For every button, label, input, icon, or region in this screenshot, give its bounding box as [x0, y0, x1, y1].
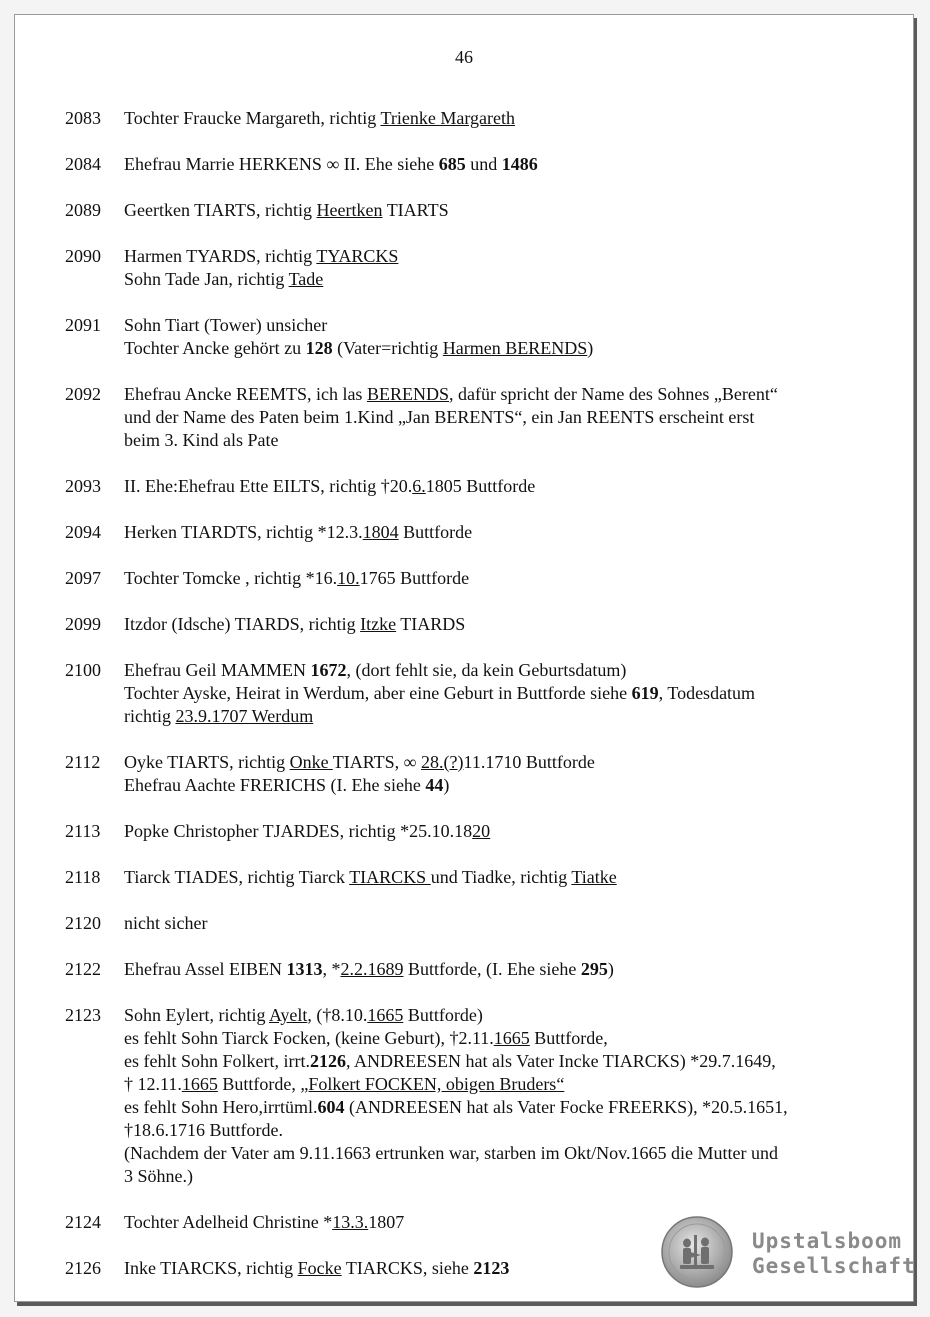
entry-line	[124, 406, 885, 429]
entry-reference: 2126	[309, 1051, 346, 1071]
entry-text	[124, 613, 885, 636]
seal-icon	[660, 1215, 734, 1289]
entry-text	[124, 383, 885, 452]
entry-reference: 604	[317, 1097, 345, 1117]
entry-2084	[65, 153, 885, 176]
entry-segment: Ehefrau Ancke REEMTS, ich las	[124, 384, 367, 404]
entry-correction: 23.9.1707 Werdum	[175, 706, 314, 726]
entry-correction: 6.	[412, 476, 426, 496]
entry-text	[124, 199, 885, 222]
entry-line	[124, 659, 885, 682]
entry-segment: Oyke TIARTS, richtig	[124, 752, 290, 772]
entry-segment: TIARCKS, siehe	[341, 1258, 474, 1278]
entry-reference: 685	[438, 154, 466, 174]
entry-line	[124, 958, 885, 981]
entry-segment: 3 Söhne.)	[124, 1166, 193, 1186]
entry-reference: 44	[425, 775, 444, 795]
entry-line	[124, 1096, 885, 1119]
entry-segment: Sohn Tiart (Tower) unsicher	[124, 315, 328, 335]
entry-number: 2090	[65, 246, 101, 266]
entry-line	[124, 314, 885, 337]
entry-line	[124, 1004, 885, 1027]
entry-segment: Ehefrau Assel EIBEN	[124, 959, 287, 979]
entry-segment: beim 3. Kind als Pate	[124, 430, 279, 450]
entry-reference: 2123	[473, 1258, 510, 1278]
entry-line	[124, 682, 885, 705]
entry-text	[124, 958, 885, 981]
entry-number: 2112	[65, 752, 101, 772]
entry-line	[124, 245, 885, 268]
entry-correction: Tiatke	[571, 867, 617, 887]
entry-segment: 11.1710 Buttforde	[463, 752, 595, 772]
document-page	[14, 14, 914, 1302]
entry-number: 2092	[65, 384, 101, 404]
entry-segment: (Nachdem der Vater am 9.11.1663 ertrunken war, starben im Okt/Nov.1665 die Mutter und	[124, 1143, 778, 1163]
entry-segment: richtig	[124, 706, 176, 726]
entry-segment: und Tiadke, richtig	[430, 867, 572, 887]
entry-number: 2099	[65, 614, 101, 634]
entry-text	[124, 521, 885, 544]
entry-text	[124, 1004, 885, 1188]
entry-reference: 1672	[310, 660, 347, 680]
entry-segment: Tochter Tomcke , richtig *16.	[124, 568, 338, 588]
entry-line	[124, 383, 885, 406]
entry-number: 2097	[65, 568, 101, 588]
entry-line	[124, 337, 885, 360]
entry-segment: , Todesdatum	[658, 683, 756, 703]
entry-correction: Tade	[288, 269, 324, 289]
entry-number: 2100	[65, 660, 101, 680]
entry-reference: 295	[580, 959, 608, 979]
entry-segment: TIARTS	[382, 200, 449, 220]
entry-correction: Focke	[297, 1258, 342, 1278]
entry-2120	[65, 912, 885, 935]
entry-segment: Geertken TIARTS, richtig	[124, 200, 317, 220]
entry-text	[124, 567, 885, 590]
entry-segment: Buttforde)	[403, 1005, 483, 1025]
entry-number: 2093	[65, 476, 101, 496]
entry-segment: , (dort fehlt sie, da kein Geburtsdatum)	[346, 660, 627, 680]
entry-correction: 1665	[493, 1028, 530, 1048]
entry-2091	[65, 314, 885, 360]
entry-line	[124, 912, 885, 935]
entry-text	[124, 107, 885, 130]
entry-segment: Sohn Tade Jan, richtig	[124, 269, 289, 289]
entry-number: 2124	[65, 1212, 101, 1232]
entry-segment: Ehefrau Marrie HERKENS ∞ II. Ehe siehe	[124, 154, 439, 174]
entry-2100	[65, 659, 885, 728]
entry-segment: nicht sicher	[124, 913, 208, 933]
entry-segment: Buttforde,	[217, 1074, 301, 1094]
entry-segment: 1807	[368, 1212, 405, 1232]
entry-correction: TIARCKS	[349, 867, 431, 887]
entry-reference: 1313	[286, 959, 323, 979]
entry-segment: TIARTS, ∞	[332, 752, 422, 772]
entry-2099	[65, 613, 885, 636]
entry-number: 2123	[65, 1005, 101, 1025]
entry-line	[124, 475, 885, 498]
entry-segment: 1765 Buttforde	[359, 568, 470, 588]
logo-line-1: Upstalsboom	[752, 1229, 903, 1253]
entry-2113	[65, 820, 885, 843]
entry-correction: 10.	[337, 568, 360, 588]
entry-text	[124, 751, 885, 797]
entry-segment: , dafür spricht der Name des Sohnes „Berent“	[448, 384, 778, 404]
entry-correction: Itzke	[360, 614, 397, 634]
entry-segment: Buttforde	[398, 522, 473, 542]
entry-line	[124, 705, 885, 728]
entry-segment: Tochter Ayske, Heirat in Werdum, aber eine Geburt in Buttforde siehe	[124, 683, 632, 703]
entry-text	[124, 475, 885, 498]
entry-2118	[65, 866, 885, 889]
entry-number: 2122	[65, 959, 101, 979]
entry-text	[124, 912, 885, 935]
entry-number: 2091	[65, 315, 101, 335]
entry-segment: und	[465, 154, 502, 174]
entry-line	[124, 820, 885, 843]
entry-list	[65, 107, 885, 1303]
entry-2122	[65, 958, 885, 981]
entry-line	[124, 774, 885, 797]
entry-correction: 20	[472, 821, 491, 841]
entry-number: 2094	[65, 522, 101, 542]
entry-number: 2120	[65, 913, 101, 933]
entry-segment: )	[443, 775, 450, 795]
entry-text	[124, 314, 885, 360]
entry-number: 2113	[65, 821, 101, 841]
entry-correction: 2.2.1689	[340, 959, 404, 979]
entry-segment: und der Name des Paten beim 1.Kind „Jan BERENTS“, ein Jan REENTS erscheint erst	[124, 407, 755, 427]
entry-line	[124, 1119, 885, 1142]
entry-2092	[65, 383, 885, 452]
entry-2112	[65, 751, 885, 797]
entry-line	[124, 866, 885, 889]
entry-2093	[65, 475, 885, 498]
entry-segment: es fehlt Sohn Hero,irrtüml.	[124, 1097, 318, 1117]
entry-correction: Harmen BERENDS	[442, 338, 588, 358]
entry-number: 2089	[65, 200, 101, 220]
entry-segment: , *	[322, 959, 341, 979]
entry-segment: † 12.11.	[124, 1074, 182, 1094]
entry-correction: BERENDS	[366, 384, 449, 404]
entry-number: 2083	[65, 108, 101, 128]
entry-segment: )	[587, 338, 594, 358]
entry-line	[124, 153, 885, 176]
entry-text	[124, 153, 885, 176]
entry-segment: Popke Christopher TJARDES, richtig *25.10.18	[124, 821, 473, 841]
entry-line	[124, 567, 885, 590]
entry-line	[124, 1050, 885, 1073]
entry-correction: 13.3.	[332, 1212, 369, 1232]
entry-correction: 1804	[362, 522, 399, 542]
entry-correction: 1665	[367, 1005, 404, 1025]
entry-segment: Ehefrau Geil MAMMEN	[124, 660, 311, 680]
entry-segment: Tiarck TIADES, richtig Tiarck	[124, 867, 350, 887]
entry-segment: Herken TIARDTS, richtig *12.3.	[124, 522, 363, 542]
entry-line	[124, 1073, 885, 1096]
entry-correction: Trienke Margareth	[380, 108, 515, 128]
entry-segment: 1805 Buttforde	[425, 476, 536, 496]
entry-segment: (Vater=richtig	[332, 338, 443, 358]
entry-text	[124, 820, 885, 843]
entry-2089	[65, 199, 885, 222]
entry-line	[124, 1142, 885, 1165]
entry-segment: II. Ehe:Ehefrau Ette EILTS, richtig †20.	[124, 476, 413, 496]
entry-number: 2118	[65, 867, 101, 887]
entry-segment: es fehlt Sohn Tiarck Focken, (keine Geburt), †2.11.	[124, 1028, 494, 1048]
entry-segment: Inke TIARCKS, richtig	[124, 1258, 298, 1278]
entry-segment: )	[607, 959, 614, 979]
entry-segment: Ehefrau Aachte FRERICHS (I. Ehe siehe	[124, 775, 426, 795]
entry-line	[124, 1165, 885, 1188]
entry-text	[124, 866, 885, 889]
entry-segment: , (†8.10.	[307, 1005, 368, 1025]
entry-line	[124, 199, 885, 222]
entry-line	[124, 751, 885, 774]
entry-number: 2126	[65, 1258, 101, 1278]
entry-correction: „Folkert FOCKEN, obigen Bruders“	[300, 1074, 565, 1094]
entry-2097	[65, 567, 885, 590]
entry-2090	[65, 245, 885, 291]
entry-segment: Tochter Fraucke Margareth, richtig	[124, 108, 381, 128]
entry-correction: TYARCKS	[316, 246, 399, 266]
entry-segment: Buttforde,	[529, 1028, 608, 1048]
entry-segment: Itzdor (Idsche) TIARDS, richtig	[124, 614, 361, 634]
entry-number: 2084	[65, 154, 101, 174]
entry-correction: Onke	[289, 752, 333, 772]
entry-reference: 619	[631, 683, 659, 703]
entry-text	[124, 245, 885, 291]
entry-reference: 1486	[501, 154, 538, 174]
entry-segment: Tochter Ancke gehört zu	[124, 338, 306, 358]
entry-2123	[65, 1004, 885, 1188]
entry-line	[124, 1027, 885, 1050]
entry-line	[124, 613, 885, 636]
entry-segment: TIARDS	[396, 614, 466, 634]
entry-segment: †18.6.1716 Buttforde.	[124, 1120, 283, 1140]
entry-segment: Harmen TYARDS, richtig	[124, 246, 317, 266]
entry-segment: es fehlt Sohn Folkert, irrt.	[124, 1051, 310, 1071]
entry-correction: 1665	[181, 1074, 218, 1094]
page-number: 46	[455, 47, 473, 67]
entry-line	[124, 429, 885, 452]
entry-segment: Buttforde, (I. Ehe siehe	[403, 959, 581, 979]
entry-line	[124, 107, 885, 130]
entry-correction: Heertken	[316, 200, 383, 220]
entry-reference: 128	[305, 338, 333, 358]
entry-2083	[65, 107, 885, 130]
entry-segment: Tochter Adelheid Christine *	[124, 1212, 333, 1232]
entry-correction: 28.(?)	[421, 752, 464, 772]
entry-line	[124, 268, 885, 291]
logo-line-2: Gesellschaft	[752, 1254, 916, 1278]
entry-segment: Sohn Eylert, richtig	[124, 1005, 269, 1025]
entry-segment: , ANDREESEN hat als Vater Incke TIARCKS) *29.7.1649,	[345, 1051, 776, 1071]
entry-correction: Ayelt	[268, 1005, 308, 1025]
entry-line	[124, 521, 885, 544]
entry-text	[124, 659, 885, 728]
entry-segment: (ANDREESEN hat als Vater Focke FREERKS), *20.5.1651,	[344, 1097, 788, 1117]
entry-2094	[65, 521, 885, 544]
upstalsboom-logo	[660, 1215, 916, 1300]
